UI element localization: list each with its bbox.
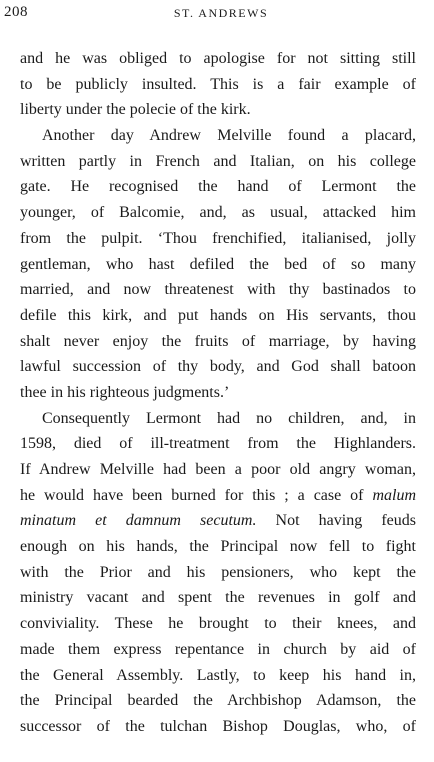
text-line: thee in his righteous judgments.’ (20, 383, 230, 401)
text-line: defile this kirk, and put hands on His servants, thou (20, 306, 416, 324)
running-title: ST. ANDREWS (173, 6, 269, 20)
text-line: with the Prior and his pensioners, who kept the (20, 563, 416, 581)
text-line: successor of the tulchan Bishop Douglas, who, of (20, 717, 416, 735)
text-line: the General Assembly. Lastly, to keep his hand in, (20, 666, 416, 684)
text-line: written partly in French and Italian, on his college (20, 152, 416, 170)
text-line: lawful succession of thy body, and God shall batoon (20, 358, 416, 376)
text-line: gate. He recognised the hand of Lermont the (20, 178, 416, 196)
text-line: made them express repentance in church by aid of (20, 640, 416, 658)
text-line: enough on his hands, the Principal now fell to fight (20, 538, 416, 556)
paragraph-first-line: Consequently Lermont had no children, and, in (42, 409, 416, 427)
paragraph-first-line: Another day Andrew Melville found a placard, (42, 127, 416, 145)
page-number: 208 (4, 4, 28, 20)
text-segment: Not having feuds (256, 512, 416, 530)
text-line: younger, of Balcomie, and, as usual, attacked him (20, 204, 416, 222)
text-line-with-italic (20, 508, 416, 534)
text-line: 1598, died of ill-treatment from the Highlanders. (20, 435, 416, 453)
text-line: If Andrew Melville had been a poor old angry woman, (20, 461, 416, 478)
text-line: to be publicly insulted. This is a fair example of (20, 75, 416, 93)
text-line: married, and now threatenest with thy bastinados to (20, 281, 416, 299)
body-text (20, 46, 416, 740)
text-line-with-italic (20, 483, 416, 509)
text-line: gentleman, who hast defiled the bed of so many (20, 255, 416, 273)
italic-phrase: minatum et damnum secutum. (20, 512, 257, 530)
page-header (4, 4, 420, 26)
text-line: the Principal bearded the Archbishop Adamson, the (20, 692, 416, 710)
text-line: shalt never enjoy the fruits of marriage, by having (20, 332, 416, 350)
text-line: from the pulpit. ‘Thou frenchified, italianised, jolly (20, 229, 416, 247)
text-line: ministry vacant and spent the revenues in golf and (20, 589, 416, 607)
italic-phrase: malum (372, 486, 416, 504)
text-line: and he was obliged to apologise for not sitting still (20, 50, 416, 67)
text-line: conviviality. These he brought to their knees, and (20, 615, 416, 633)
text-segment: he would have been burned for this ; a case of (20, 486, 373, 504)
text-line: liberty under the polecie of the kirk. (20, 101, 251, 119)
